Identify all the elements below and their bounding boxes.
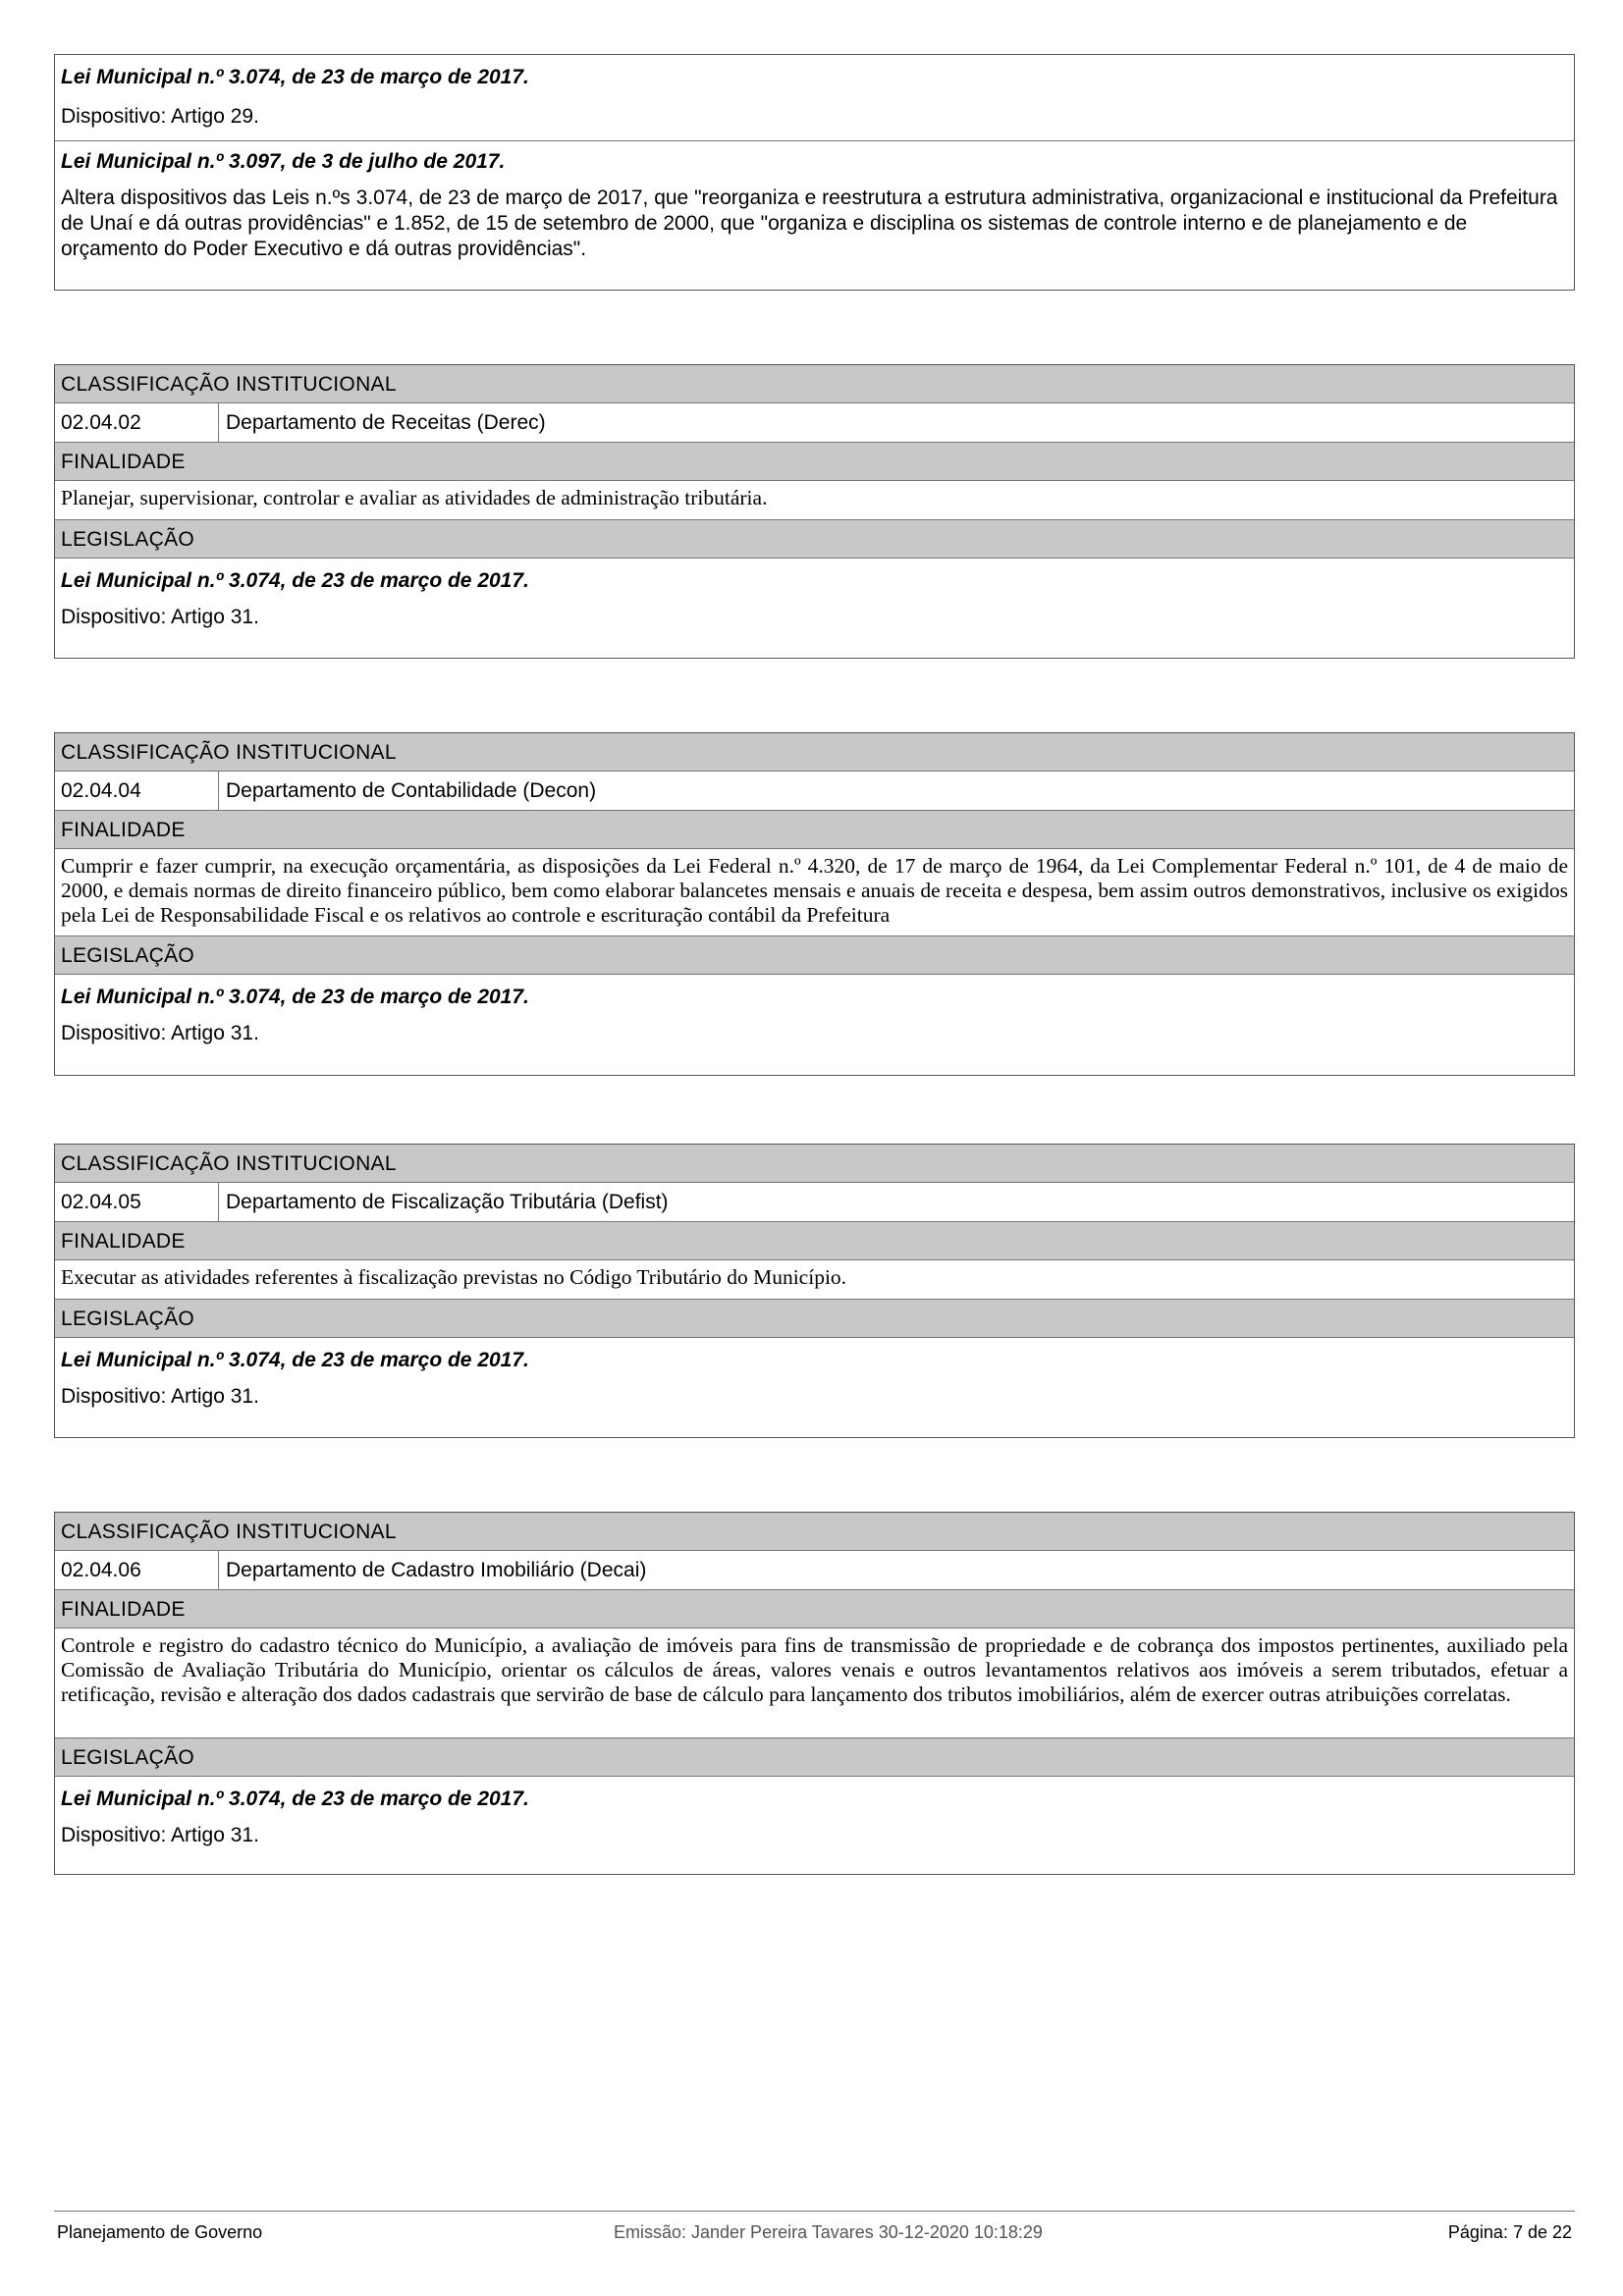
department-name: Departamento de Fiscalização Tributária (Defist) — [226, 1191, 669, 1213]
law-text: Dispositivo: Artigo 31. — [61, 1385, 259, 1408]
classification-row — [55, 1183, 1574, 1222]
classification-block — [54, 1512, 1575, 1875]
law-title: Lei Municipal n.º 3.074, de 23 de março de 2017. — [61, 986, 529, 1008]
section-header-finalidade: FINALIDADE — [55, 1590, 1574, 1629]
section-header-finalidade: FINALIDADE — [55, 1222, 1574, 1260]
finalidade-text: Controle e registro do cadastro técnico do Município, a avaliação de imóveis para fins de transmissão de propriedade e de cobrança dos impostos pertinentes, auxiliado pela Comissão de Avaliação Tributária do Município, orientar os cálculos de áreas, valores venais e outros levantamentos relativos aos imóveis a serem tributados, efetuar a retificação, revisão e alteração dos dados cadastrais que servirão de base de cálculo para lançamento dos tributos imobiliários, além de exercer outras atribuições correlatas. — [55, 1629, 1574, 1738]
finalidade-text: Executar as atividades referentes à fiscalização previstas no Código Tributário do Município. — [55, 1260, 1574, 1300]
section-header-classificacao: CLASSIFICAÇÃO INSTITUCIONAL — [55, 733, 1574, 772]
section-header-legislacao: LEGISLAÇÃO — [55, 520, 1574, 559]
classification-row — [55, 403, 1574, 443]
section-header-classificacao: CLASSIFICAÇÃO INSTITUCIONAL — [55, 365, 1574, 403]
classification-block — [54, 364, 1575, 659]
section-header-finalidade: FINALIDADE — [55, 443, 1574, 481]
law-title: Lei Municipal n.º 3.074, de 23 de março de 2017. — [61, 1788, 529, 1810]
legislation-continuation-block — [54, 54, 1575, 291]
law-title: Lei Municipal n.º 3.074, de 23 de março de 2017. — [61, 569, 529, 592]
finalidade-text: Cumprir e fazer cumprir, na execução orçamentária, as disposições da Lei Federal n.º 4.320, de 17 de março de 1964, da Lei Complementar Federal n.º 101, de 4 de maio de 2000, e demais normas de direito financeiro público, bem como elaborar balancetes mensais e anuais de receita e despesa, bem assim outros demonstrativos, inclusive os exigidos pela Lei de Responsabilidade Fiscal e os relativos ao controle e escrituração contábil da Prefeitura — [55, 849, 1574, 936]
page-number: Página: 7 de 22 — [1447, 2222, 1572, 2242]
law-title: Lei Municipal n.º 3.074, de 23 de março de 2017. — [61, 66, 529, 88]
classification-code: 02.04.06 — [55, 1551, 219, 1589]
finalidade-text: Planejar, supervisionar, controlar e avaliar as atividades de administração tributária. — [55, 481, 1574, 520]
law-text: Dispositivo: Artigo 31. — [61, 606, 259, 628]
law-text: Dispositivo: Artigo 31. — [61, 1824, 259, 1846]
footer-divider — [54, 2211, 1575, 2212]
department-name: Departamento de Contabilidade (Decon) — [226, 779, 597, 802]
section-header-classificacao: CLASSIFICAÇÃO INSTITUCIONAL — [55, 1145, 1574, 1183]
classification-block — [54, 732, 1575, 1076]
classification-row — [55, 1551, 1574, 1590]
classification-row — [55, 772, 1574, 811]
section-header-classificacao: CLASSIFICAÇÃO INSTITUCIONAL — [55, 1513, 1574, 1551]
classification-code: 02.04.04 — [55, 772, 219, 810]
footer-left: Planejamento de Governo — [57, 2222, 263, 2242]
classification-code: 02.04.05 — [55, 1183, 219, 1221]
law-text: Dispositivo: Artigo 31. — [61, 1022, 259, 1044]
department-name: Departamento de Receitas (Derec) — [226, 411, 546, 434]
section-header-legislacao: LEGISLAÇÃO — [55, 1300, 1574, 1338]
section-header-finalidade: FINALIDADE — [55, 811, 1574, 849]
law-title: Lei Municipal n.º 3.097, de 3 de julho de 2017. — [61, 150, 506, 173]
department-name: Departamento de Cadastro Imobiliário (Decai) — [226, 1559, 647, 1581]
footer-emission: Emissão: Jander Pereira Tavares 30-12-2020 10:18:29 — [614, 2222, 1043, 2242]
law-title: Lei Municipal n.º 3.074, de 23 de março de 2017. — [61, 1349, 529, 1371]
classification-block — [54, 1144, 1575, 1438]
section-header-legislacao: LEGISLAÇÃO — [55, 936, 1574, 975]
section-header-legislacao: LEGISLAÇÃO — [55, 1738, 1574, 1777]
classification-code: 02.04.02 — [55, 403, 219, 442]
law-text: Altera dispositivos das Leis n.ºs 3.074, de 23 de março de 2017, que "reorganiza e reestrutura a estrutura administrativa, organizacional e institucional da Prefeitura de Unaí e dá outras providências" e 1.852, de 15 de setembro de 2000, que "organiza e disciplina os sistemas de controle interno e de planejamento e de orçamento do Poder Executivo e dá outras providências". — [61, 187, 1558, 260]
law-text: Dispositivo: Artigo 29. — [61, 105, 259, 128]
